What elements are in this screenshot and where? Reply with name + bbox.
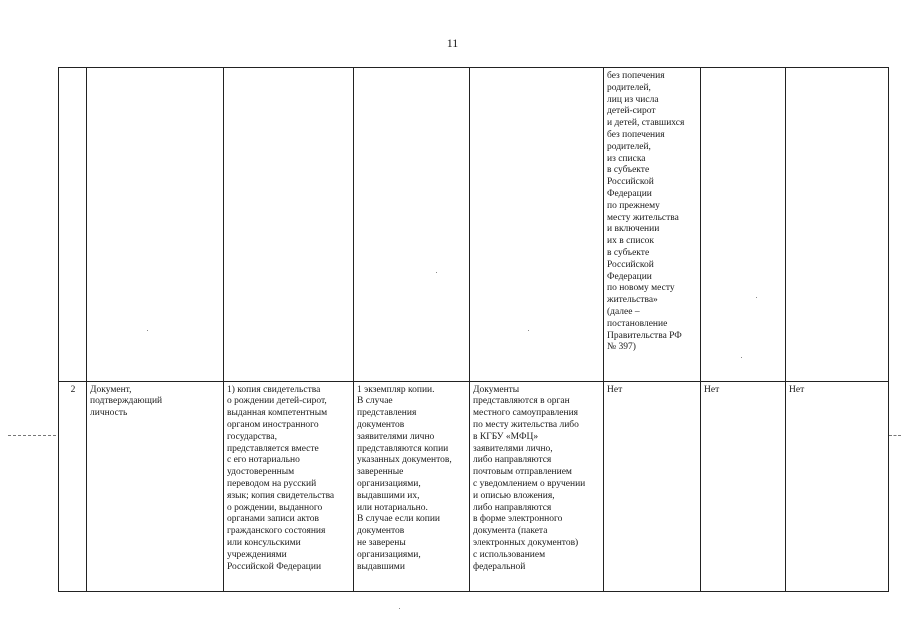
scan-artifact-dot [399, 608, 400, 609]
scan-artifact-dot [756, 297, 757, 298]
requirements-table [58, 67, 889, 592]
special-note-cell: Нет [604, 381, 701, 591]
submission-method-cell: Документы представляются в орган местного самоуправления по месту жительства либо в КГБУ «МФЦ» заявителями лично, либо направляются почтовым отправлением с уведомлением о вручении и описью вложения, либо направляются в форме электронного документа (пакета электронных документов) с использованием федеральной [470, 381, 604, 591]
table-row [59, 68, 889, 382]
column-8-cell: Нет [786, 381, 889, 591]
special-note-cell: без попечения родителей, лиц из числа детей-сирот и детей, ставшихся без попечения родителей, из списка в субъекте Российской Федерации по прежнему месту жительства и включении их в список в субъекте Российской Федерации по новому месту жительства» (далее – постановление Правительства РФ № 397) [604, 68, 701, 382]
scan-artifact-dot [147, 330, 148, 331]
submission-method-cell [470, 68, 604, 382]
scan-artifact-dot [436, 272, 437, 273]
copies-cell [354, 68, 470, 382]
table-row [59, 381, 889, 591]
row-number-cell [59, 68, 87, 382]
document-description-cell: 1) копия свидетельства о рождении детей-сирот, выданная компетентным органом иностранного государства, представляется вместе с его нотариально удостоверенным переводом на русский язык; копия свидетельства о рождении, выданного органами записи актов гражданского состояния или консульскими учреждениями Российской Федерации [224, 381, 354, 591]
scan-artifact-dot [528, 330, 529, 331]
scan-fold-mark-left [8, 435, 56, 436]
row-number-cell: 2 [59, 381, 87, 591]
document-description-cell [224, 68, 354, 382]
column-7-cell: Нет [701, 381, 786, 591]
document-name-cell: Документ, подтверждающий личность [87, 381, 224, 591]
page-number: 11 [446, 36, 459, 50]
copies-cell: 1 экземпляр копии. В случае представления документов заявителями лично представляются копии указанных документов, заверенные организациями, выдавшими их, или нотариально. В случае если копии документов не заверены организациями, выдавшими [354, 381, 470, 591]
document-name-cell [87, 68, 224, 382]
column-7-cell [701, 68, 786, 382]
scan-fold-mark-right [889, 435, 901, 436]
column-8-cell [786, 68, 889, 382]
scan-artifact-dot [741, 357, 742, 358]
